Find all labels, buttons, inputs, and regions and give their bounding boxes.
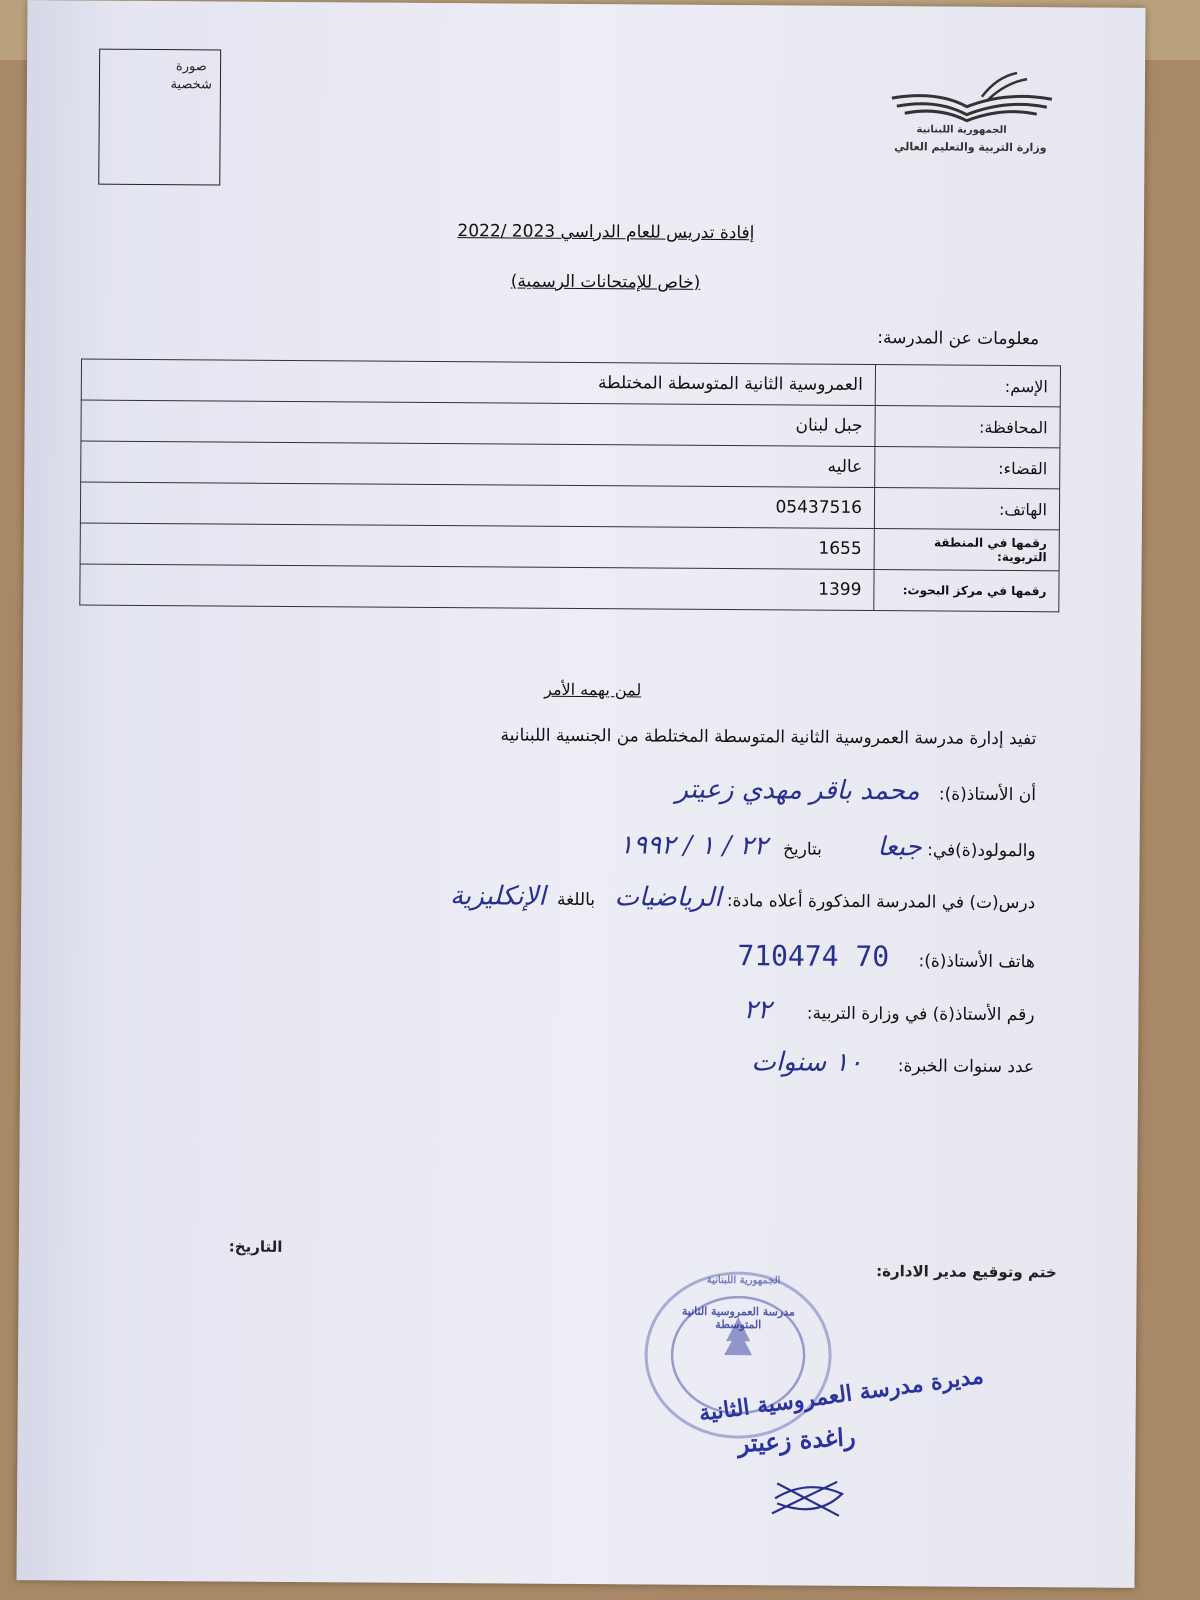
- photo-label-line1: صورة: [175, 59, 207, 75]
- photo-label: [170, 58, 212, 94]
- date-field-label: التاريخ:: [228, 1237, 283, 1256]
- table-value: جبل لبنان: [81, 400, 875, 447]
- school-info-table: [79, 358, 1061, 612]
- stamp-ring-text: الجمهورية اللبنانية: [706, 1274, 781, 1287]
- director-stamp-line2: راغدة زعيتر: [736, 1421, 857, 1459]
- taught-label: درس(ت) في المدرسة المذكورة أعلاه مادة:: [726, 891, 1036, 914]
- table-row: [80, 482, 1059, 530]
- born-date-handwritten: ٢٢ / ١ / ١٩٩٢: [619, 830, 768, 862]
- logo-text-republic: الجمهورية اللبنانية: [916, 124, 1007, 136]
- experience-handwritten: ١٠ سنوات: [751, 1047, 863, 1078]
- table-row: [80, 564, 1059, 612]
- table-row: [81, 441, 1060, 489]
- document-page: [16, 0, 1145, 1588]
- phone-line: [737, 939, 1035, 974]
- table-row: [81, 359, 1060, 407]
- ministry-number-line: [743, 995, 1034, 1027]
- ministry-logo: [876, 68, 1057, 159]
- teacher-line: [675, 775, 1036, 808]
- table-value: 05437516: [80, 482, 874, 529]
- table-value: 1399: [80, 564, 874, 611]
- table-label: المحافظة:: [875, 406, 1060, 448]
- table-row: [80, 523, 1059, 571]
- table-label: رقمها في مركز البحوث:: [874, 570, 1059, 612]
- phone-label: هاتف الأستاذ(ة):: [918, 951, 1035, 973]
- table-label: الإسم:: [875, 365, 1060, 407]
- document-subtitle: (خاص للإمتحانات الرسمية): [510, 271, 701, 293]
- stamp-center-text: مدرسة العمروسية الثانية المتوسطة: [681, 1304, 795, 1332]
- open-book-icon: [887, 68, 1057, 125]
- born-place-handwritten: جبعا: [877, 832, 922, 863]
- logo-text-ministry: وزارة التربية والتعليم العالي: [894, 140, 1047, 155]
- table-value: 1655: [80, 523, 874, 570]
- document-title: إفادة تدريس للعام الدراسي 2023 /2022: [457, 221, 755, 244]
- born-label: والمولود(ة)في:: [927, 840, 1036, 862]
- school-info-label: معلومات عن المدرسة:: [877, 328, 1040, 350]
- table-label: رقمها في المنطقة التربوية:: [874, 529, 1059, 571]
- subject-line: [450, 881, 1035, 915]
- subject-handwritten: الرياضيات: [614, 882, 722, 913]
- date-label: بتاريخ: [782, 839, 823, 860]
- table-value: عاليه: [81, 441, 875, 488]
- ministry-number-label: رقم الأستاذ(ة) في وزارة التربية:: [806, 1003, 1035, 1026]
- teacher-name-handwritten: محمد باقر مهدي زعيتر: [675, 774, 920, 807]
- language-label: باللغة: [556, 889, 596, 911]
- to-whom-heading: لمن يهمه الأمر: [544, 679, 642, 700]
- ministry-number-handwritten: ٢٢: [743, 995, 772, 1026]
- director-stamp-line1: مديرة مدرسة العمروسية الثانية: [697, 1362, 986, 1427]
- signature-field-label: ختم وتوقيع مدير الادارة:: [876, 1262, 1057, 1282]
- phone-handwritten: 70 710474: [737, 939, 890, 974]
- table-value: العمروسية الثانية المتوسطة المختلطة: [81, 359, 875, 406]
- table-row: [81, 400, 1060, 448]
- teacher-label: أن الأستاذ(ة):: [938, 784, 1037, 806]
- experience-line: [751, 1047, 1034, 1079]
- photo-box: [98, 49, 221, 186]
- experience-label: عدد سنوات الخبرة:: [897, 1056, 1035, 1078]
- intro-line: تفيد إدارة مدرسة العمروسية الثانية المتوسطة المختلطة من الجنسية اللبنانية: [500, 725, 1037, 750]
- language-handwritten: الإنكليزية: [449, 881, 546, 912]
- handwritten-signature: [767, 1473, 847, 1524]
- photo-label-line2: شخصية: [170, 77, 212, 93]
- birth-line: [619, 830, 1036, 863]
- table-label: الهاتف:: [874, 488, 1059, 530]
- table-label: القضاء:: [875, 447, 1060, 489]
